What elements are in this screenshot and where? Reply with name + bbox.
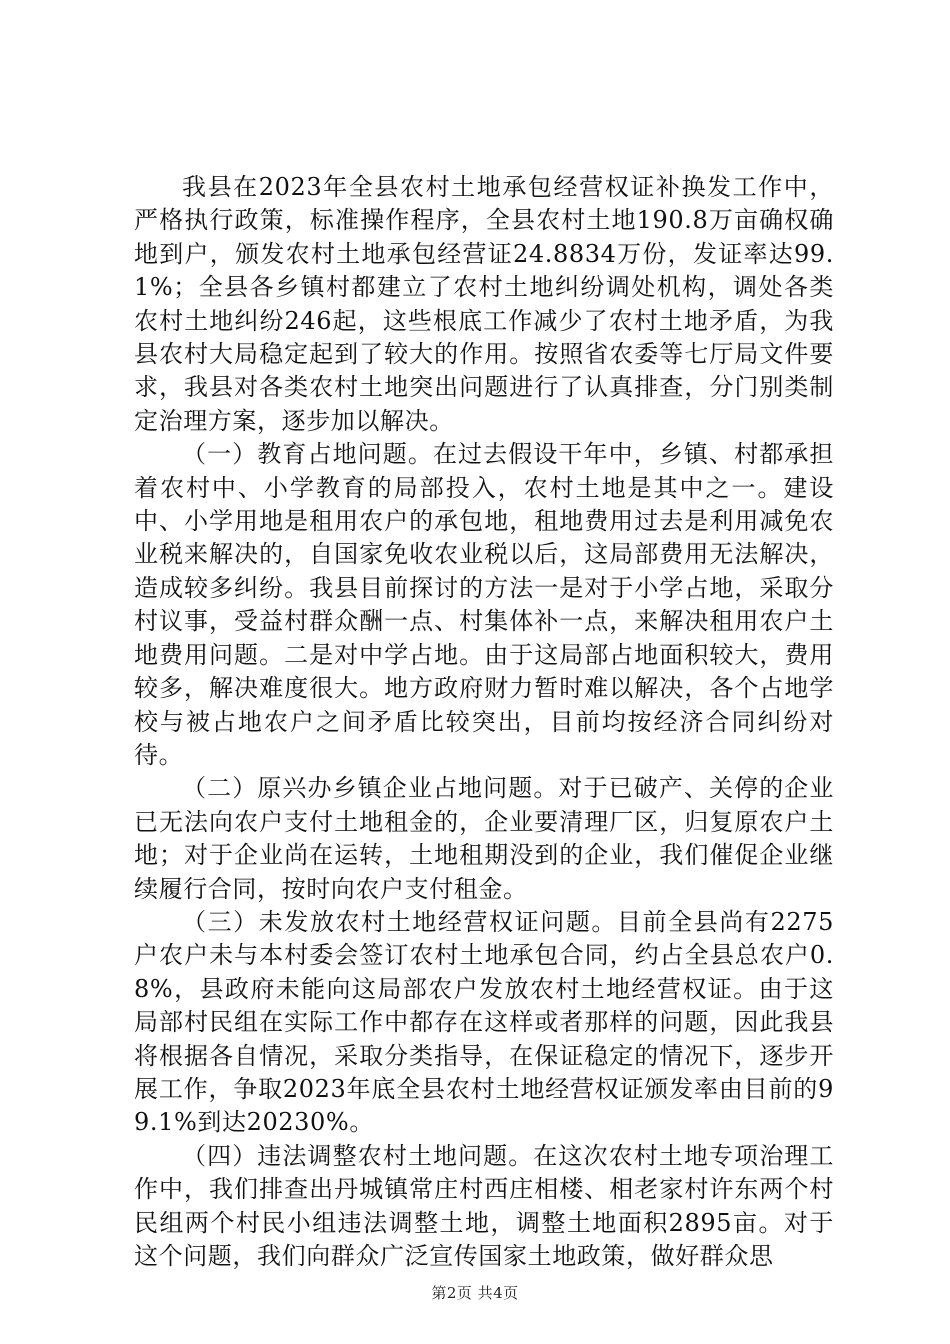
page-footer: 第2页 共4页 [431,1284,519,1302]
paragraph-education-land: （一）教育占地问题。在过去假设干年中，乡镇、村都承担着农村中、小学教育的局部投入，农村土地是其中之一。建设中、小学用地是租用农户的承包地，租地费用过去是利用减免农业税来解决的，自国家免收农业税以后，这局部费用无法解决，造成较多纠纷。我县目前探讨的方法一是对于小学占地，采取分村议事，受益村群众酬一点、村集体补一点，来解决租用农户土地费用问题。二是对中学占地。由于这局部占地面积较大，费用较多，解决难度很大。地方政府财力暂时难以解决，各个占地学校与被占地农户之间矛盾比较突出，目前均按经济合同纠纷对待。 [134,440,834,769]
document-body [134,171,834,1273]
paragraph-unissued-certificates: （三）未发放农村土地经营权证问题。目前全县尚有2275户农户未与本村委会签订农村土地承包合同，约占全县总农户0.8%，县政府未能向这局部农户发放农村土地经营权证。由于这局部村民组在实际工作中都存在这样或者那样的问题，因此我县将根据各自情况，采取分类指导，在保证稳定的情况下，逐步开展工作，争取2023年底全县农村土地经营权证颁发率由目前的99.1%到达20230%。 [134,907,834,1137]
paragraph-township-enterprise-land: （二）原兴办乡镇企业占地问题。对于已破产、关停的企业已无法向农户支付土地租金的，企业要清理厂区，归复原农户土地；对于企业尚在运转，土地租期没到的企业，我们催促企业继续履行合同，按时向农户支付租金。 [134,774,834,903]
paragraph-illegal-adjustment: （四）违法调整农村土地问题。在这次农村土地专项治理工作中，我们排查出丹城镇常庄村西庄相楼、相老家村许东两个村民组两个村民小组违法调整土地，调整土地面积2895亩。对于这个问题，我们向群众广泛宣传国家土地政策，做好群众思 [134,1141,834,1270]
paragraph-intro: 我县在2023年全县农村土地承包经营权证补换发工作中，严格执行政策，标准操作程序，全县农村土地190.8万亩确权确地到户，颁发农村土地承包经营证24.8834万份，发证率达99.1%；全县各乡镇村都建立了农村土地纠纷调处机构，调处各类农村土地纠纷246起，这些根底工作减少了农村土地矛盾，为我县农村大局稳定起到了较大的作用。按照省农委等七厅局文件要求，我县对各类农村土地突出问题进行了认真排查，分门别类制定治理方案，逐步加以解决。 [134,173,834,435]
